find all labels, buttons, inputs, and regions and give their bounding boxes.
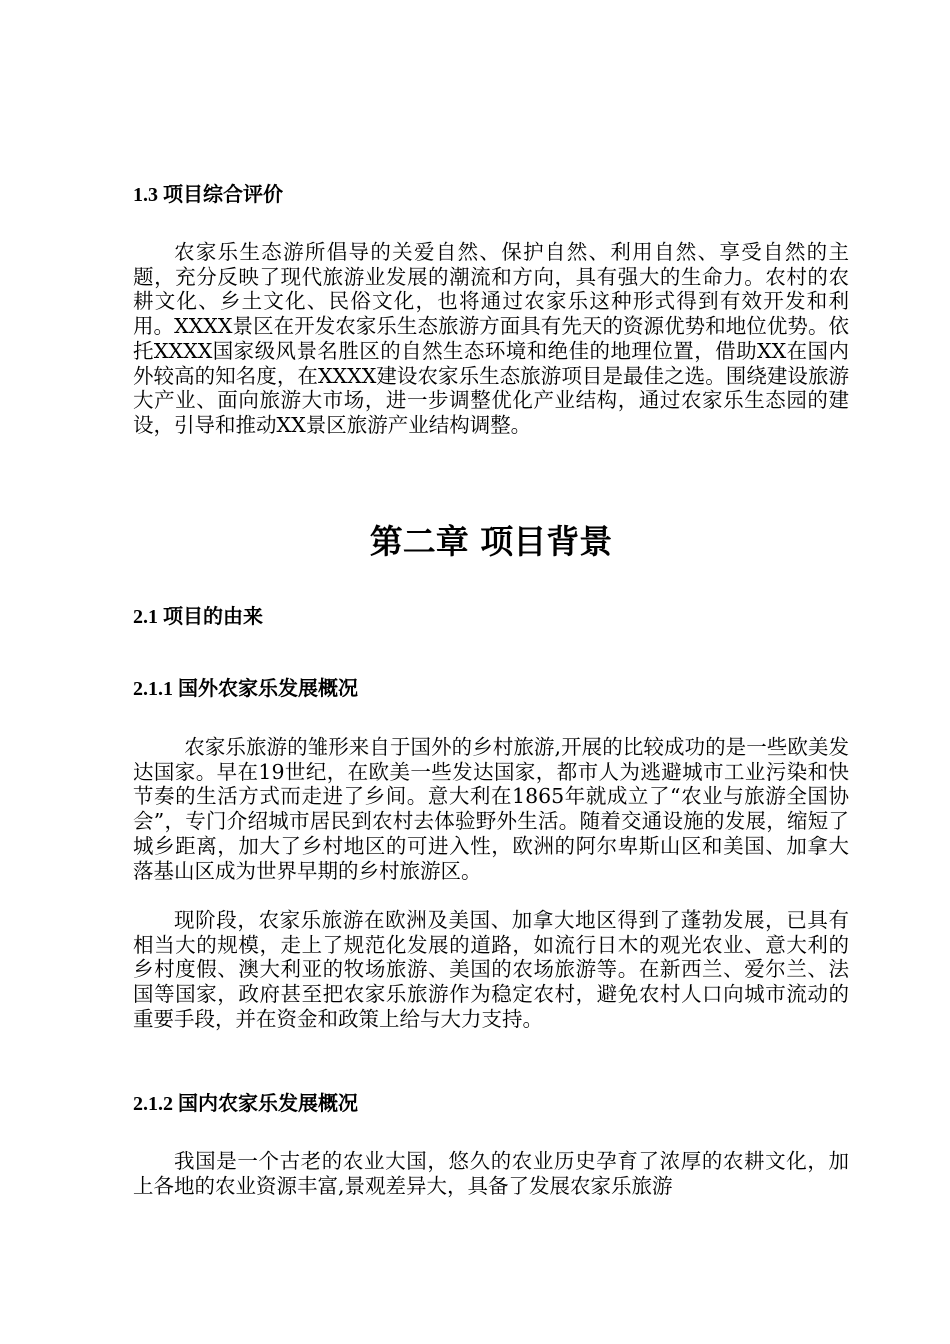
paragraph-2-1-1-b: 现阶段，农家乐旅游在欧洲及美国、加拿大地区得到了蓬勃发展，已具有相当大的规模，走上了规范化发展的道路，如流行日木的观光农业、意大利的乡村度假、澳大利亚的牧场旅游、美国的农场旅游等。在新西兰、爱尔兰、法国等国家，政府甚至把农家乐旅游作为稳定农村，避免农村人口向城市流动的重要手段，并在资金和政策上给与大力支持。 <box>133 908 849 1031</box>
paragraph-2-1-2: 我国是一个古老的农业大国，悠久的农业历史孕育了浓厚的农耕文化，加上各地的农业资源丰富,景观差异大，具备了发展农家乐旅游 <box>133 1149 849 1198</box>
section-heading-2-1-1: 2.1.1 国外农家乐发展概况 <box>133 678 358 700</box>
section-heading-2-1: 2.1 项目的由来 <box>133 606 263 628</box>
section-heading-2-1-2: 2.1.2 国内农家乐发展概况 <box>133 1093 358 1115</box>
paragraph-2-1-1-a: 农家乐旅游的雏形来自于国外的乡村旅游,开展的比较成功的是一些欧美发达国家。早在19世纪，在欧美一些发达国家，都市人为逃避城市工业污染和快节奏的生活方式而走进了乡间。意大利在1865年就成立了“农业与旅游全国协会”，专门介绍城市居民到农村去体验野外生活。随着交通设施的发展，缩短了城乡距离，加大了乡村地区的可进入性，欧洲的阿尔卑斯山区和美国、加拿大落基山区成为世界早期的乡村旅游区。 <box>133 735 849 883</box>
paragraph-1-3: 农家乐生态游所倡导的关爱自然、保护自然、利用自然、享受自然的主题，充分反映了现代旅游业发展的潮流和方向，具有强大的生命力。农村的农耕文化、乡土文化、民俗文化，也将通过农家乐这种形式得到有效开发和利用。XXXX景区在开发农家乐生态旅游方面具有先天的资源优势和地位优势。依托XXXX国家级风景名胜区的自然生态环境和绝佳的地理位置，借助XX在国内外较高的知名度，在XXXX建设农家乐生态旅游项目是最佳之选。围绕建设旅游大产业、面向旅游大市场，进一步调整优化产业结构，通过农家乐生态园的建设，引导和推动XX景区旅游产业结构调整。 <box>133 240 849 437</box>
section-heading-1-3: 1.3 项目综合评价 <box>133 184 283 206</box>
chapter-title: 第二章 项目背景 <box>369 522 613 561</box>
